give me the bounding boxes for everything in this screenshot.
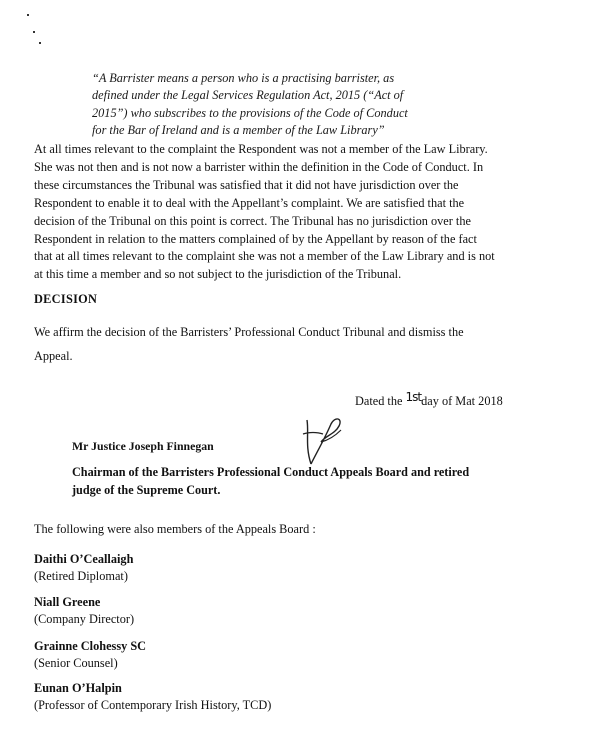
decision-line: We affirm the decision of the Barristers’ Professional Conduct Tribunal and dismiss the: [34, 325, 464, 339]
quote-line: for the Bar of Ireland and is a member of the Law Library”: [92, 123, 385, 138]
member-entry: [34, 594, 134, 628]
member-name: Niall Greene: [34, 595, 101, 609]
signature: [295, 412, 355, 472]
decision-text: [34, 320, 504, 368]
quote-line: 2015”) who subscribes to the provisions of the Code of Conduct: [92, 105, 408, 120]
decision-heading: DECISION: [34, 292, 98, 306]
paragraph-line: Respondent to enable it to deal with the Appellant’s complaint. We are satisfied that the: [34, 195, 465, 210]
member-entry: [34, 551, 133, 585]
scan-speck: [33, 31, 35, 33]
quote-line: “A Barrister means a person who is a practising barrister, as: [92, 71, 395, 85]
dated-day-handwritten: 1st: [405, 390, 422, 404]
signatory-name: Mr Justice Joseph Finnegan: [72, 439, 214, 453]
dated-prefix: Dated the: [355, 394, 406, 408]
dated-suffix: day of Mat 2018: [421, 394, 503, 408]
signatory-title: [72, 464, 532, 499]
body-paragraph: [34, 141, 504, 284]
decision-line: Appeal.: [34, 349, 73, 363]
member-role: (Professor of Contemporary Irish History, TCD): [34, 698, 272, 712]
quote-line: defined under the Legal Services Regulation Act, 2015 (“Act of: [92, 88, 404, 103]
paragraph-line: at this time a member and so not subject to the jurisdiction of the Tribunal.: [34, 267, 402, 282]
member-name: Grainne Clohessy SC: [34, 639, 147, 653]
paragraph-line: At all times relevant to the complaint the Respondent was not a member of the Law Library.: [34, 142, 488, 156]
paragraph-line: Respondent in relation to the matters complained of by the Appellant by reason of the fact: [34, 231, 477, 246]
paragraph-line: decision of the Tribunal on this point is correct. The Tribunal has no jurisdiction over the: [34, 213, 471, 228]
member-entry: [34, 680, 271, 714]
member-role: (Retired Diplomat): [34, 569, 128, 583]
member-name: Daithi O’Ceallaigh: [34, 552, 134, 566]
member-role: (Senior Counsel): [34, 656, 118, 670]
member-entry: [34, 638, 146, 672]
signatory-title-line: Chairman of the Barristers Professional Conduct Appeals Board and retired: [72, 465, 470, 479]
paragraph-line: these circumstances the Tribunal was satisfied that it did not have jurisdiction over the: [34, 177, 459, 192]
paragraph-line: She was not then and is not now a barrister within the definition in the Code of Conduct. In: [34, 159, 484, 174]
dated-line: [355, 390, 503, 409]
member-role: (Company Director): [34, 612, 135, 626]
scan-speck: [39, 42, 41, 44]
block-quote: [92, 70, 512, 140]
signatory-title-line: judge of the Supreme Court.: [72, 482, 221, 497]
member-name: Eunan O’Halpin: [34, 681, 122, 695]
members-intro: The following were also members of the Appeals Board :: [34, 522, 316, 536]
scan-speck: [27, 14, 29, 16]
paragraph-line: that at all times relevant to the complaint she was not a member of the Law Library and is not: [34, 249, 495, 264]
